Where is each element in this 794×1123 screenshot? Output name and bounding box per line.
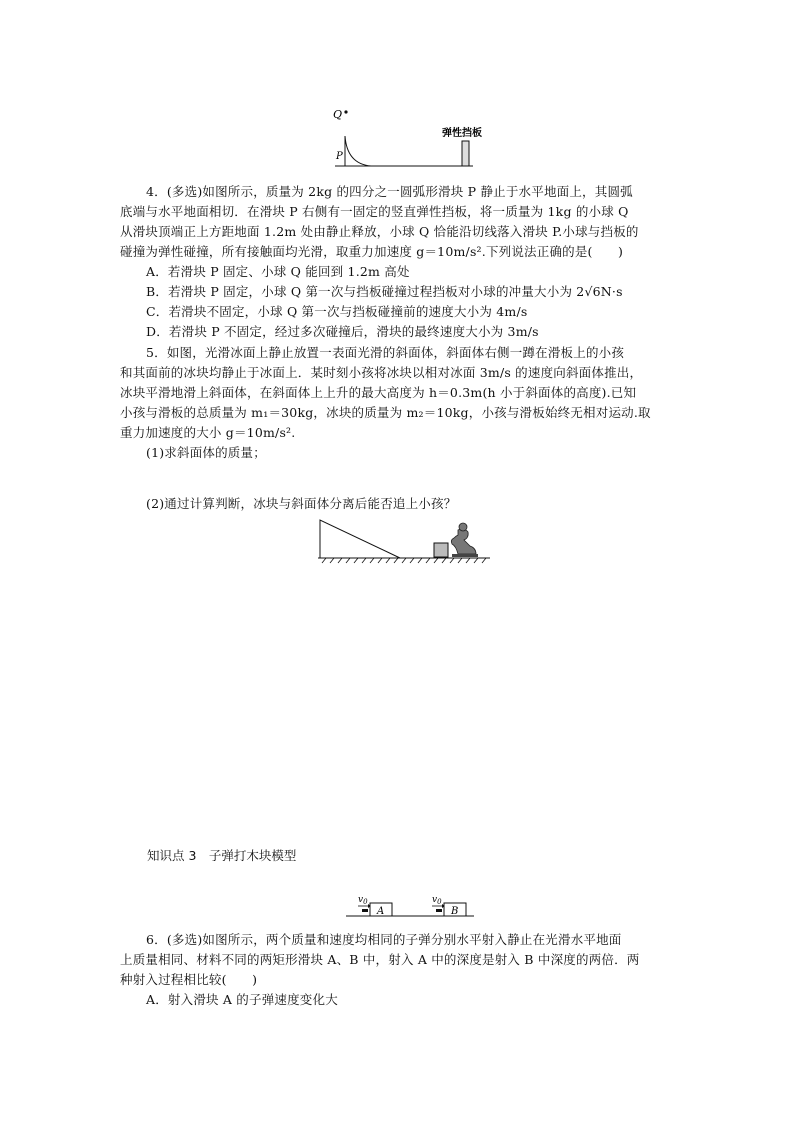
velocity-label-b — [432, 895, 442, 906]
incline — [320, 520, 400, 558]
q6-line: 上质量相同、材料不同的两矩形滑块 A、B 中，射入 A 中的深度是射入 B 中深度的两倍．两 — [120, 952, 640, 967]
barrier-label: 弹性挡板 — [442, 128, 482, 139]
q6-line: 6．(多选)如图所示，两个质量和速度均相同的子弹分别水平射入静止在光滑水平地面 — [146, 932, 622, 947]
q5-sub-2-text: (2)通过计算判断，冰块与斜面体分离后能否追上小孩？ — [146, 496, 457, 511]
bullet-a — [362, 909, 368, 912]
ball-q — [344, 110, 347, 113]
skateboard — [452, 554, 478, 557]
q4-line: 碰撞为弹性碰撞，所有接触面均光滑，取重力加速度 g＝10m/s².下列说法正确的是( ) — [120, 244, 624, 259]
q5-sub-2 — [120, 494, 680, 514]
q5-line: 重力加速度的大小 g＝10m/s². — [120, 425, 296, 440]
q5-line: 和其面前的冰块均静止于冰面上．某时刻小孩将冰块以相对冰面 3m/s 的速度向斜面体推出， — [120, 365, 643, 380]
figure-incline-child — [318, 518, 498, 566]
section-heading: 知识点 3 子弹打木块模型 — [147, 848, 297, 863]
question-6 — [120, 930, 680, 1010]
question-4 — [120, 182, 680, 342]
child-figure — [451, 529, 476, 554]
velocity-symbol: v — [432, 895, 438, 905]
q5-line: 小孩与滑板的总质量为 m₁＝30kg，冰块的质量为 m₂＝10kg，小孩与滑板始终无相对运动.取 — [120, 405, 651, 420]
elastic-barrier — [462, 141, 469, 166]
q4-option-b: B．若滑块 P 固定，小球 Q 第一次与挡板碰撞过程挡板对小球的冲量大小为 2√6N·s — [146, 284, 623, 299]
q5-sub-1: (1)求斜面体的质量； — [146, 445, 266, 460]
q4-option-c: C．若滑块不固定，小球 Q 第一次与挡板碰撞前的速度大小为 4m/s — [146, 304, 528, 319]
q5-line: 5．如图，光滑冰面上静止放置一表面光滑的斜面体，斜面体右侧一蹲在滑板上的小孩 — [146, 345, 625, 360]
velocity-label-a — [358, 895, 368, 906]
block-a-label: A — [377, 906, 385, 917]
q4-line: 从滑块顶端正上方距地面 1.2m 处由静止释放，小球 Q 恰能沿切线落入滑块 P.小球与挡板的 — [120, 224, 639, 239]
slider-p-label: P — [336, 151, 343, 162]
velocity-subscript: 0 — [363, 898, 368, 906]
q4-line: 底端与水平地面相切．在滑块 P 右侧有一固定的竖直弹性挡板，将一质量为 1kg 的小球 Q — [120, 204, 629, 219]
bullet-b — [436, 909, 442, 912]
question-5 — [120, 343, 680, 463]
ice-block — [434, 543, 448, 557]
arc-slider-p — [345, 136, 371, 166]
child-head — [459, 523, 467, 531]
q4-line: 4．(多选)如图所示，质量为 2kg 的四分之一圆弧形滑块 P 静止于水平地面上，其圆弧 — [146, 184, 633, 199]
figure-bullet-blocks — [344, 892, 484, 922]
velocity-subscript: 0 — [437, 898, 442, 906]
q6-line: 种射入过程相比较( ) — [120, 972, 258, 987]
ground-hatching — [322, 558, 486, 563]
ball-q-label: Q — [333, 108, 343, 121]
block-b-label: B — [451, 906, 459, 917]
q4-option-a: A．若滑块 P 固定、小球 Q 能回到 1.2m 高处 — [146, 264, 410, 279]
figure-arc-slider — [325, 104, 485, 170]
velocity-symbol: v — [358, 895, 364, 905]
q5-line: 冰块平滑地滑上斜面体，在斜面体上上升的最大高度为 h＝0.3m(h 小于斜面体的高度).已知 — [120, 385, 637, 400]
q6-option-a: A．射入滑块 A 的子弹速度变化大 — [146, 992, 338, 1007]
q4-option-d: D．若滑块 P 不固定，经过多次碰撞后，滑块的最终速度大小为 3m/s — [146, 324, 539, 339]
